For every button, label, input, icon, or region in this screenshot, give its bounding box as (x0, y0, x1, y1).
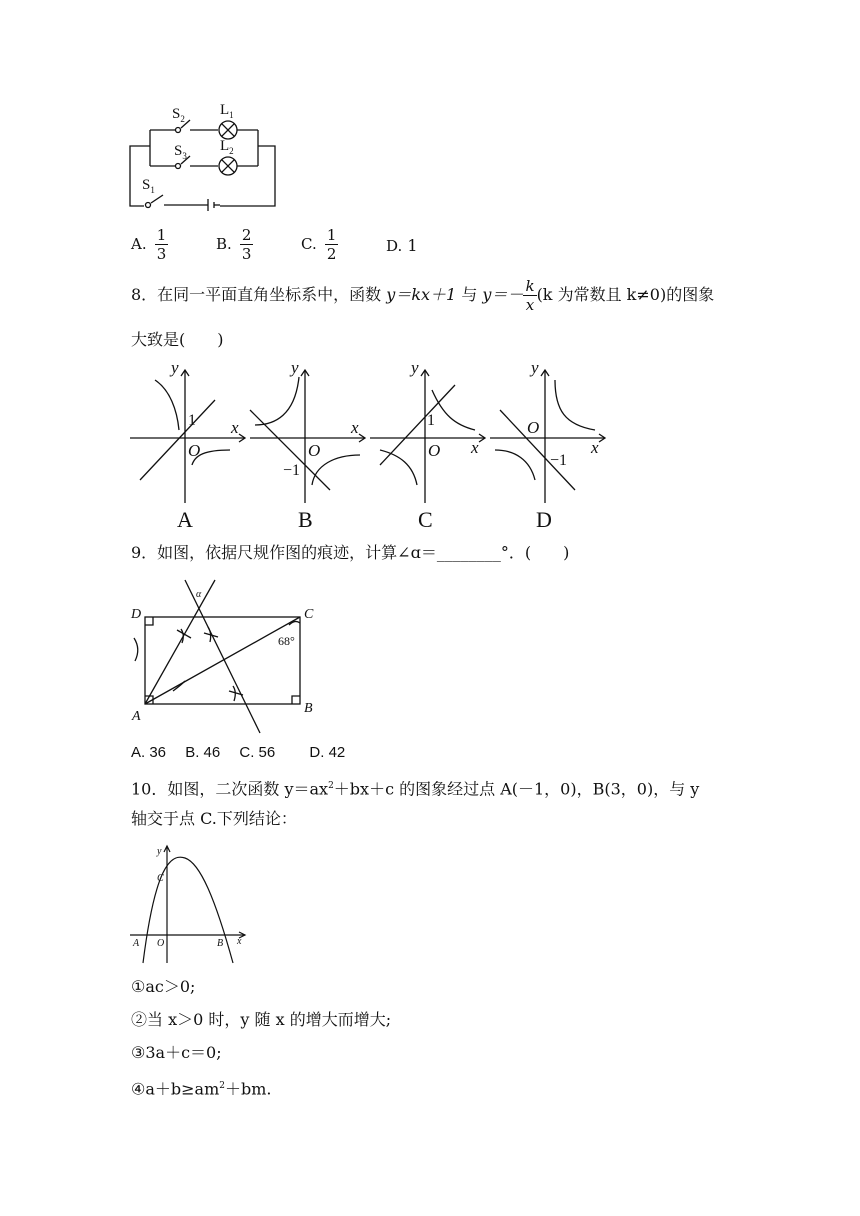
conclusion-3: ③3a＋c＝0; (131, 1043, 222, 1062)
graph-a-y-label: y (171, 358, 179, 377)
s2-label: $S_2$ (172, 106, 185, 124)
q10-text-a: 10．如图，二次函数 y＝ax (131, 779, 329, 799)
graph-a-x-label: x (231, 418, 239, 437)
graph-d-y-label: y (531, 358, 539, 377)
conclusion-4-exponent: 2 (219, 1081, 225, 1091)
q8-text-a: 8．在同一平面直角坐标系中，函数 (131, 285, 387, 304)
point-c-label: C (157, 873, 164, 884)
parabola-y-label: y (157, 846, 162, 857)
graph-b-origin: O (308, 441, 321, 460)
angle-68: 68° (278, 634, 295, 648)
q8-text-b: 与 (456, 285, 483, 304)
numerator: 2 (241, 226, 252, 244)
graph-d-origin: O (527, 418, 540, 437)
q8-fraction (523, 277, 536, 314)
graph-a-letter: A (177, 507, 193, 532)
graph-d-mark: −1 (550, 452, 568, 469)
denominator: 3 (241, 245, 252, 263)
denominator: 3 (156, 245, 167, 263)
q7-option-a (131, 226, 168, 263)
parabola-x-label: x (237, 936, 242, 947)
option-value: 1 (407, 236, 418, 255)
point-b-label: B (217, 938, 224, 949)
q8-function-2: y＝－ (482, 285, 524, 304)
q8-question-line1 (131, 277, 714, 314)
graph-c-y-label: y (411, 358, 419, 377)
graph-a-mark: 1 (188, 412, 196, 429)
graph-a-origin: O (188, 441, 201, 460)
s1-label: $S_1$ (142, 177, 155, 195)
denominator: x (525, 296, 535, 314)
q8-function-1: y＝kx＋1 (386, 285, 457, 304)
graph-b-mark: −1 (283, 462, 301, 479)
origin-label: O (157, 938, 165, 949)
conclusion-2: ②当 x＞0 时，y 随 x 的增大而增大; (131, 1010, 392, 1029)
point-a-label: A (133, 938, 140, 949)
option-letter: D. (386, 237, 403, 255)
graph-c-origin: O (428, 441, 441, 460)
graph-b-x-label: x (351, 418, 359, 437)
conclusion-4-text-b: ＋bm. (224, 1079, 272, 1099)
graph-c-letter: C (418, 507, 433, 532)
angle-alpha: α (196, 589, 202, 600)
vertex-b: B (304, 701, 313, 716)
fraction (155, 226, 169, 263)
option-letter: A. (131, 235, 147, 253)
q7-option-c (301, 226, 338, 263)
q7-option-b (216, 226, 253, 263)
denominator: 2 (326, 245, 337, 263)
graph-d-x-label: x (591, 438, 599, 457)
q10-question-line2: 轴交于点 C.下列结论： (131, 809, 297, 828)
graph-b-letter: B (298, 507, 313, 532)
s3-label: $S_3$ (174, 143, 187, 161)
option-letter: C. (301, 235, 317, 253)
q9-question: 9．如图，依据尺规作图的痕迹，计算∠ɑ＝________°．( ) (131, 543, 570, 562)
graph-d-letter: D (536, 507, 552, 532)
vertex-a: A (132, 709, 141, 724)
q10-text-b: ＋bx＋c 的图象经过点 A(－1，0)，B(3，0)，与 y (333, 779, 700, 799)
q8-text-c: (k 为常数且 k≠0)的图象 (536, 285, 715, 304)
l2-label: $L_2$ (220, 138, 234, 156)
vertex-c: C (304, 607, 314, 622)
graph-c-x-label: x (471, 438, 479, 457)
vertex-d: D (131, 607, 142, 622)
q10-question-line1 (131, 776, 699, 799)
circuit-diagram (120, 98, 290, 216)
option-letter: B. (216, 235, 232, 253)
fraction (240, 226, 254, 263)
q9-options: A. 36 B. 46 C. 56 D. 42 (131, 744, 346, 761)
l1-label: $L_1$ (220, 102, 234, 120)
conclusion-4 (131, 1076, 272, 1099)
conclusion-1: ①ac＞0; (131, 977, 196, 996)
q8-graphs (125, 355, 615, 535)
q7-option-d (386, 236, 418, 256)
q8-question-line2: 大致是( ) (131, 330, 224, 349)
numerator: 1 (326, 226, 337, 244)
graph-c-mark: 1 (427, 412, 435, 429)
numerator: k (525, 277, 535, 295)
q10-parabola-graph (125, 838, 255, 968)
graph-b-y-label: y (291, 358, 299, 377)
fraction (325, 226, 339, 263)
q9-rectangle-figure (125, 575, 330, 740)
conclusion-4-text-a: ④a＋b≥am (131, 1079, 220, 1099)
numerator: 1 (156, 226, 167, 244)
q10-exponent: 2 (328, 781, 334, 791)
